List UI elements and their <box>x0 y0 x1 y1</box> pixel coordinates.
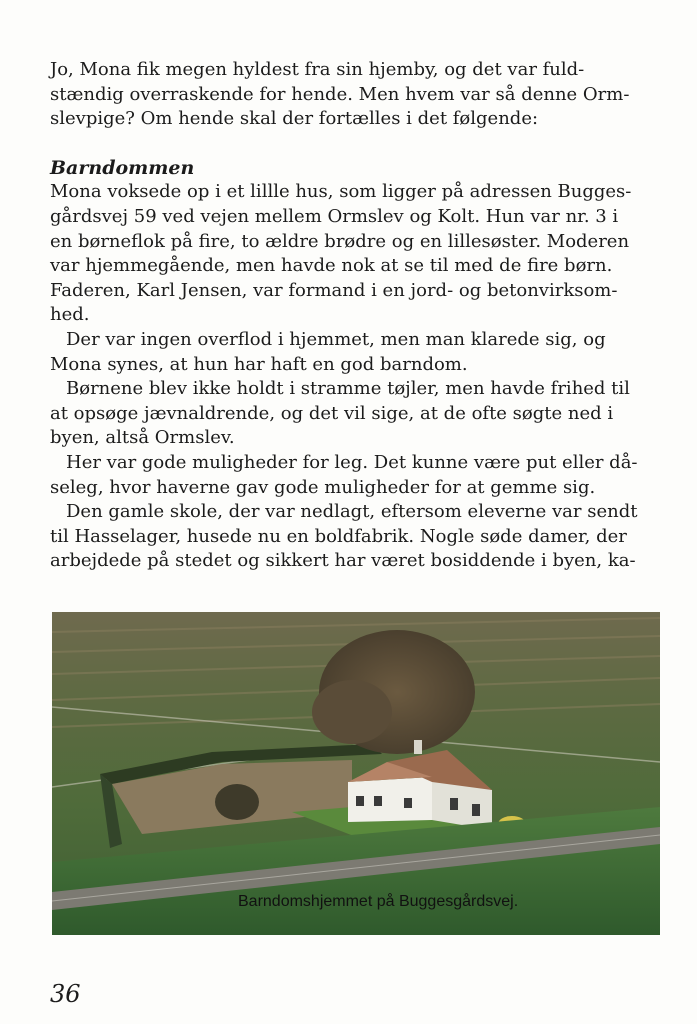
intro-paragraph <box>50 58 648 132</box>
text-line: gårdsvej 59 ved vejen mellem Ormslev og Kolt. Hun var nr. 3 i <box>50 205 619 227</box>
section-body <box>50 180 648 574</box>
text-line: stændig overraskende for hende. Men hvem var så denne Orm- <box>50 83 630 105</box>
text-line: Børnene blev ikke holdt i stramme tøjler, men havde frihed til <box>66 378 630 400</box>
section-heading: Barndommen <box>50 156 195 179</box>
text-line: Faderen, Karl Jensen, var formand i en jord- og betonvirksom- <box>50 279 618 301</box>
text-line: Jo, Mona fik megen hyldest fra sin hjemby, og det var fuld- <box>50 59 585 80</box>
text-line: Der var ingen overflod i hjemmet, men man klarede sig, og <box>66 328 606 350</box>
photo-caption: Barndomshjemmet på Buggesgårdsvej. <box>238 893 519 910</box>
text-line: en børneflok på fire, to ældre brødre og en lillesøster. Moderen <box>50 230 630 252</box>
paragraph-gap <box>50 132 648 156</box>
text-column <box>50 58 648 574</box>
aerial-house-illustration <box>52 612 660 935</box>
text-line: seleg, hvor haverne gav gode muligheder for at gemme sig. <box>50 476 596 498</box>
text-line: til Hasselager, husede nu en boldfabrik. Nogle søde damer, der <box>50 525 627 547</box>
text-line: Mona voksede op i et lillle hus, som ligger på adressen Bugges- <box>50 181 632 203</box>
text-line: arbejdede på stedet og sikkert har været bosiddende i byen, ka- <box>50 550 636 572</box>
house-photo <box>52 612 660 935</box>
text-line: Her var gode muligheder for leg. Det kunne være put eller då- <box>66 451 638 473</box>
text-line: slevpige? Om hende skal der fortælles i det følgende: <box>50 108 539 130</box>
text-line: byen, altså Ormslev. <box>50 427 235 449</box>
text-line: var hjemmegående, men havde nok at se til med de fire børn. <box>50 255 613 277</box>
text-line: Den gamle skole, der var nedlagt, eftersom eleverne var sendt <box>66 501 638 523</box>
page-number: 36 <box>50 980 81 1008</box>
text-line: at opsøge jævnaldrende, og det vil sige, at de ofte søgte ned i <box>50 402 614 424</box>
text-line: hed. <box>50 304 90 326</box>
text-line: Mona synes, at hun har haft en god barndom. <box>50 353 468 375</box>
